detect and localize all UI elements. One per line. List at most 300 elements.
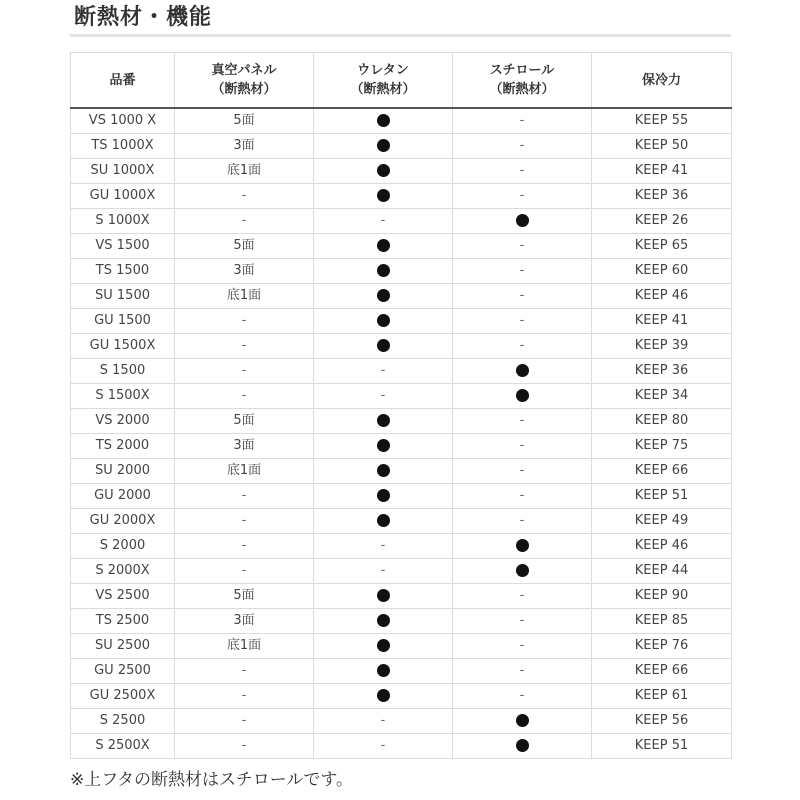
vacuum-panel-cell xyxy=(175,684,314,709)
filled-circle-icon xyxy=(516,539,529,552)
urethane-cell xyxy=(314,609,453,634)
header-styrofoam-label: スチロール xyxy=(489,63,555,78)
model-cell xyxy=(71,284,175,309)
dash-value: - xyxy=(519,138,525,153)
vacuum-panel-cell xyxy=(175,209,314,234)
table-row xyxy=(71,659,732,684)
filled-circle-icon xyxy=(377,339,390,352)
table-row xyxy=(71,159,732,184)
table-row xyxy=(71,334,732,359)
header-styrofoam-sublabel: （断熱材） xyxy=(489,82,555,97)
model-cell xyxy=(71,459,175,484)
dash-value: - xyxy=(241,388,247,403)
styrofoam-cell xyxy=(453,209,592,234)
cell-value: KEEP 41 xyxy=(634,163,689,178)
dash-value: - xyxy=(519,113,525,128)
cell-value: TS 2000 xyxy=(95,438,150,453)
header-cold-retention xyxy=(592,53,732,109)
filled-circle-icon xyxy=(377,264,390,277)
dash-value: - xyxy=(241,663,247,678)
cold-retention-cell xyxy=(592,709,732,734)
urethane-cell xyxy=(314,709,453,734)
styrofoam-cell xyxy=(453,334,592,359)
dash-value: - xyxy=(519,188,525,203)
filled-circle-icon xyxy=(377,414,390,427)
cold-retention-cell xyxy=(592,209,732,234)
cell-value: 3面 xyxy=(233,263,255,278)
vacuum-panel-cell xyxy=(175,384,314,409)
cold-retention-cell xyxy=(592,184,732,209)
header-model xyxy=(71,53,175,109)
filled-circle-icon xyxy=(516,714,529,727)
table-row xyxy=(71,534,732,559)
vacuum-panel-cell xyxy=(175,459,314,484)
dash-value: - xyxy=(241,338,247,353)
dash-value: - xyxy=(519,638,525,653)
cold-retention-cell xyxy=(592,108,732,134)
dash-value: - xyxy=(241,313,247,328)
styrofoam-cell xyxy=(453,484,592,509)
cell-value: 5面 xyxy=(233,113,255,128)
cold-retention-cell xyxy=(592,484,732,509)
header-vacuum-panel xyxy=(175,53,314,109)
cell-value: KEEP 50 xyxy=(634,138,689,153)
urethane-cell xyxy=(314,534,453,559)
vacuum-panel-cell xyxy=(175,309,314,334)
cell-value: VS 2000 xyxy=(95,413,150,428)
dash-value: - xyxy=(380,363,386,378)
cell-value: TS 2500 xyxy=(95,613,150,628)
dash-value: - xyxy=(241,688,247,703)
vacuum-panel-cell xyxy=(175,259,314,284)
cold-retention-cell xyxy=(592,534,732,559)
cell-value: KEEP 39 xyxy=(634,338,689,353)
cold-retention-cell xyxy=(592,734,732,759)
filled-circle-icon xyxy=(377,489,390,502)
vacuum-panel-cell xyxy=(175,159,314,184)
table-row xyxy=(71,309,732,334)
dash-value: - xyxy=(241,213,247,228)
cold-retention-cell xyxy=(592,509,732,534)
styrofoam-cell xyxy=(453,534,592,559)
table-row xyxy=(71,409,732,434)
cold-retention-cell xyxy=(592,234,732,259)
cell-value: KEEP 51 xyxy=(634,738,689,753)
filled-circle-icon xyxy=(377,614,390,627)
cell-value: 底1面 xyxy=(226,638,262,653)
styrofoam-cell xyxy=(453,159,592,184)
cell-value: KEEP 46 xyxy=(634,538,689,553)
cell-value: S 2500X xyxy=(95,738,150,753)
table-row xyxy=(71,134,732,159)
dash-value: - xyxy=(380,538,386,553)
header-styrofoam xyxy=(453,53,592,109)
dash-value: - xyxy=(380,388,386,403)
table-row xyxy=(71,359,732,384)
header-vacuum-label: 真空パネル xyxy=(211,63,277,78)
filled-circle-icon xyxy=(516,739,529,752)
model-cell xyxy=(71,134,175,159)
styrofoam-cell xyxy=(453,734,592,759)
cold-retention-cell xyxy=(592,384,732,409)
cell-value: GU 2500 xyxy=(94,663,151,678)
table-row xyxy=(71,434,732,459)
cell-value: VS 2500 xyxy=(95,588,150,603)
styrofoam-cell xyxy=(453,359,592,384)
cell-value: 底1面 xyxy=(226,163,262,178)
cell-value: S 2500 xyxy=(99,713,146,728)
header-urethane xyxy=(314,53,453,109)
table-row xyxy=(71,509,732,534)
table-row xyxy=(71,609,732,634)
table-header xyxy=(71,53,732,109)
cell-value: S 2000X xyxy=(95,563,150,578)
cell-value: S 1500X xyxy=(95,388,150,403)
cell-value: TS 1000X xyxy=(91,138,154,153)
model-cell xyxy=(71,409,175,434)
vacuum-panel-cell xyxy=(175,134,314,159)
cold-retention-cell xyxy=(592,309,732,334)
cold-retention-cell xyxy=(592,409,732,434)
cell-value: GU 2000 xyxy=(94,488,151,503)
styrofoam-cell xyxy=(453,459,592,484)
cold-retention-cell xyxy=(592,459,732,484)
styrofoam-cell xyxy=(453,584,592,609)
cell-value: KEEP 26 xyxy=(634,213,689,228)
model-cell xyxy=(71,159,175,184)
model-cell xyxy=(71,209,175,234)
vacuum-panel-cell xyxy=(175,184,314,209)
dash-value: - xyxy=(519,438,525,453)
filled-circle-icon xyxy=(377,514,390,527)
filled-circle-icon xyxy=(377,314,390,327)
header-vacuum-sublabel: （断熱材） xyxy=(211,82,277,97)
filled-circle-icon xyxy=(377,114,390,127)
cell-value: KEEP 55 xyxy=(634,113,689,128)
cold-retention-cell xyxy=(592,159,732,184)
cell-value: 5面 xyxy=(233,413,255,428)
urethane-cell xyxy=(314,634,453,659)
table-row xyxy=(71,584,732,609)
cold-retention-cell xyxy=(592,359,732,384)
vacuum-panel-cell xyxy=(175,409,314,434)
cell-value: KEEP 46 xyxy=(634,288,689,303)
filled-circle-icon xyxy=(377,589,390,602)
model-cell xyxy=(71,509,175,534)
cell-value: 3面 xyxy=(233,138,255,153)
cell-value: KEEP 56 xyxy=(634,713,689,728)
styrofoam-cell xyxy=(453,409,592,434)
model-cell xyxy=(71,634,175,659)
vacuum-panel-cell xyxy=(175,484,314,509)
table-row xyxy=(71,484,732,509)
cell-value: KEEP 75 xyxy=(634,438,689,453)
filled-circle-icon xyxy=(377,639,390,652)
insulation-spec-table xyxy=(70,52,732,759)
styrofoam-cell xyxy=(453,709,592,734)
cold-retention-cell xyxy=(592,609,732,634)
model-cell xyxy=(71,484,175,509)
vacuum-panel-cell xyxy=(175,509,314,534)
model-cell xyxy=(71,259,175,284)
urethane-cell xyxy=(314,459,453,484)
cell-value: GU 1000X xyxy=(89,188,156,203)
cell-value: GU 1500X xyxy=(89,338,156,353)
dash-value: - xyxy=(241,188,247,203)
table-row xyxy=(71,184,732,209)
model-cell xyxy=(71,559,175,584)
header-row xyxy=(71,53,732,109)
cell-value: KEEP 65 xyxy=(634,238,689,253)
styrofoam-cell xyxy=(453,384,592,409)
table-row xyxy=(71,284,732,309)
urethane-cell xyxy=(314,184,453,209)
cell-value: KEEP 51 xyxy=(634,488,689,503)
table-row xyxy=(71,259,732,284)
styrofoam-cell xyxy=(453,659,592,684)
dash-value: - xyxy=(241,363,247,378)
header-urethane-label: ウレタン xyxy=(357,63,409,78)
dash-value: - xyxy=(241,563,247,578)
model-cell xyxy=(71,384,175,409)
cell-value: 底1面 xyxy=(226,463,262,478)
model-cell xyxy=(71,609,175,634)
styrofoam-cell xyxy=(453,684,592,709)
dash-value: - xyxy=(519,613,525,628)
vacuum-panel-cell xyxy=(175,534,314,559)
dash-value: - xyxy=(241,738,247,753)
dash-value: - xyxy=(519,263,525,278)
table-body xyxy=(71,108,732,759)
urethane-cell xyxy=(314,734,453,759)
dash-value: - xyxy=(241,513,247,528)
cell-value: 5面 xyxy=(233,588,255,603)
filled-circle-icon xyxy=(516,214,529,227)
urethane-cell xyxy=(314,334,453,359)
cold-retention-cell xyxy=(592,659,732,684)
model-cell xyxy=(71,359,175,384)
styrofoam-cell xyxy=(453,108,592,134)
cell-value: TS 1500 xyxy=(95,263,150,278)
cell-value: SU 2000 xyxy=(95,463,150,478)
cold-retention-cell xyxy=(592,134,732,159)
model-cell xyxy=(71,734,175,759)
dash-value: - xyxy=(519,238,525,253)
styrofoam-cell xyxy=(453,309,592,334)
dash-value: - xyxy=(380,213,386,228)
urethane-cell xyxy=(314,434,453,459)
vacuum-panel-cell xyxy=(175,609,314,634)
urethane-cell xyxy=(314,284,453,309)
vacuum-panel-cell xyxy=(175,434,314,459)
cell-value: KEEP 85 xyxy=(634,613,689,628)
styrofoam-cell xyxy=(453,609,592,634)
styrofoam-cell xyxy=(453,559,592,584)
vacuum-panel-cell xyxy=(175,359,314,384)
dash-value: - xyxy=(241,538,247,553)
model-cell xyxy=(71,659,175,684)
model-cell xyxy=(71,184,175,209)
urethane-cell xyxy=(314,234,453,259)
cell-value: KEEP 90 xyxy=(634,588,689,603)
model-cell xyxy=(71,584,175,609)
cold-retention-cell xyxy=(592,634,732,659)
styrofoam-cell xyxy=(453,184,592,209)
vacuum-panel-cell xyxy=(175,584,314,609)
header-cold-retention-label: 保冷力 xyxy=(641,72,681,88)
filled-circle-icon xyxy=(516,564,529,577)
vacuum-panel-cell xyxy=(175,559,314,584)
model-cell xyxy=(71,334,175,359)
vacuum-panel-cell xyxy=(175,634,314,659)
table-row xyxy=(71,234,732,259)
footnote: ※上フタの断熱材はスチロールです。 xyxy=(70,770,354,790)
urethane-cell xyxy=(314,384,453,409)
cell-value: KEEP 34 xyxy=(634,388,689,403)
filled-circle-icon xyxy=(377,189,390,202)
vacuum-panel-cell xyxy=(175,659,314,684)
cell-value: KEEP 49 xyxy=(634,513,689,528)
urethane-cell xyxy=(314,409,453,434)
table-row xyxy=(71,559,732,584)
table-row xyxy=(71,108,732,134)
cell-value: 底1面 xyxy=(226,288,262,303)
page-title: 断熱材・機能 xyxy=(74,5,213,30)
dash-value: - xyxy=(519,588,525,603)
filled-circle-icon xyxy=(377,439,390,452)
dash-value: - xyxy=(519,513,525,528)
cell-value: KEEP 36 xyxy=(634,188,689,203)
model-cell xyxy=(71,108,175,134)
cell-value: VS 1000 X xyxy=(88,113,157,128)
cell-value: SU 1000X xyxy=(90,163,155,178)
table-row xyxy=(71,709,732,734)
vacuum-panel-cell xyxy=(175,234,314,259)
filled-circle-icon xyxy=(377,164,390,177)
cell-value: VS 1500 xyxy=(95,238,150,253)
cold-retention-cell xyxy=(592,434,732,459)
dash-value: - xyxy=(519,488,525,503)
cell-value: GU 1500 xyxy=(94,313,151,328)
filled-circle-icon xyxy=(377,139,390,152)
model-cell xyxy=(71,534,175,559)
vacuum-panel-cell xyxy=(175,734,314,759)
cold-retention-cell xyxy=(592,284,732,309)
dash-value: - xyxy=(380,738,386,753)
styrofoam-cell xyxy=(453,234,592,259)
vacuum-panel-cell xyxy=(175,108,314,134)
cell-value: 5面 xyxy=(233,238,255,253)
header-urethane-sublabel: （断熱材） xyxy=(350,82,416,97)
model-cell xyxy=(71,434,175,459)
urethane-cell xyxy=(314,134,453,159)
vacuum-panel-cell xyxy=(175,284,314,309)
urethane-cell xyxy=(314,684,453,709)
urethane-cell xyxy=(314,559,453,584)
cell-value: KEEP 41 xyxy=(634,313,689,328)
cell-value: GU 2500X xyxy=(89,688,156,703)
model-cell xyxy=(71,309,175,334)
styrofoam-cell xyxy=(453,509,592,534)
vacuum-panel-cell xyxy=(175,334,314,359)
vacuum-panel-cell xyxy=(175,709,314,734)
dash-value: - xyxy=(519,163,525,178)
cold-retention-cell xyxy=(592,559,732,584)
urethane-cell xyxy=(314,584,453,609)
dash-value: - xyxy=(519,663,525,678)
filled-circle-icon xyxy=(377,664,390,677)
urethane-cell xyxy=(314,209,453,234)
model-cell xyxy=(71,684,175,709)
styrofoam-cell xyxy=(453,134,592,159)
dash-value: - xyxy=(519,338,525,353)
model-cell xyxy=(71,709,175,734)
cold-retention-cell xyxy=(592,584,732,609)
urethane-cell xyxy=(314,484,453,509)
cell-value: KEEP 36 xyxy=(634,363,689,378)
styrofoam-cell xyxy=(453,434,592,459)
dash-value: - xyxy=(241,713,247,728)
dash-value: - xyxy=(519,413,525,428)
cell-value: S 1000X xyxy=(95,213,150,228)
dash-value: - xyxy=(519,288,525,303)
cold-retention-cell xyxy=(592,684,732,709)
dash-value: - xyxy=(241,488,247,503)
filled-circle-icon xyxy=(516,389,529,402)
cell-value: SU 1500 xyxy=(95,288,150,303)
urethane-cell xyxy=(314,659,453,684)
urethane-cell xyxy=(314,259,453,284)
table-row xyxy=(71,734,732,759)
styrofoam-cell xyxy=(453,284,592,309)
filled-circle-icon xyxy=(377,689,390,702)
filled-circle-icon xyxy=(377,239,390,252)
filled-circle-icon xyxy=(377,289,390,302)
cell-value: SU 2500 xyxy=(95,638,150,653)
dash-value: - xyxy=(380,563,386,578)
table-row xyxy=(71,684,732,709)
cell-value: KEEP 76 xyxy=(634,638,689,653)
cold-retention-cell xyxy=(592,334,732,359)
cell-value: 3面 xyxy=(233,438,255,453)
dash-value: - xyxy=(519,463,525,478)
urethane-cell xyxy=(314,309,453,334)
styrofoam-cell xyxy=(453,259,592,284)
cell-value: KEEP 66 xyxy=(634,463,689,478)
cell-value: KEEP 44 xyxy=(634,563,689,578)
urethane-cell xyxy=(314,159,453,184)
table-row xyxy=(71,384,732,409)
cell-value: S 2000 xyxy=(99,538,146,553)
cell-value: KEEP 61 xyxy=(634,688,689,703)
cell-value: 3面 xyxy=(233,613,255,628)
table-row xyxy=(71,209,732,234)
urethane-cell xyxy=(314,108,453,134)
table-row xyxy=(71,634,732,659)
title-divider xyxy=(70,34,731,37)
cell-value: KEEP 60 xyxy=(634,263,689,278)
dash-value: - xyxy=(380,713,386,728)
urethane-cell xyxy=(314,509,453,534)
dash-value: - xyxy=(519,313,525,328)
cell-value: GU 2000X xyxy=(89,513,156,528)
table-row xyxy=(71,459,732,484)
styrofoam-cell xyxy=(453,634,592,659)
cell-value: KEEP 66 xyxy=(634,663,689,678)
cell-value: KEEP 80 xyxy=(634,413,689,428)
filled-circle-icon xyxy=(377,464,390,477)
cell-value: S 1500 xyxy=(99,363,146,378)
